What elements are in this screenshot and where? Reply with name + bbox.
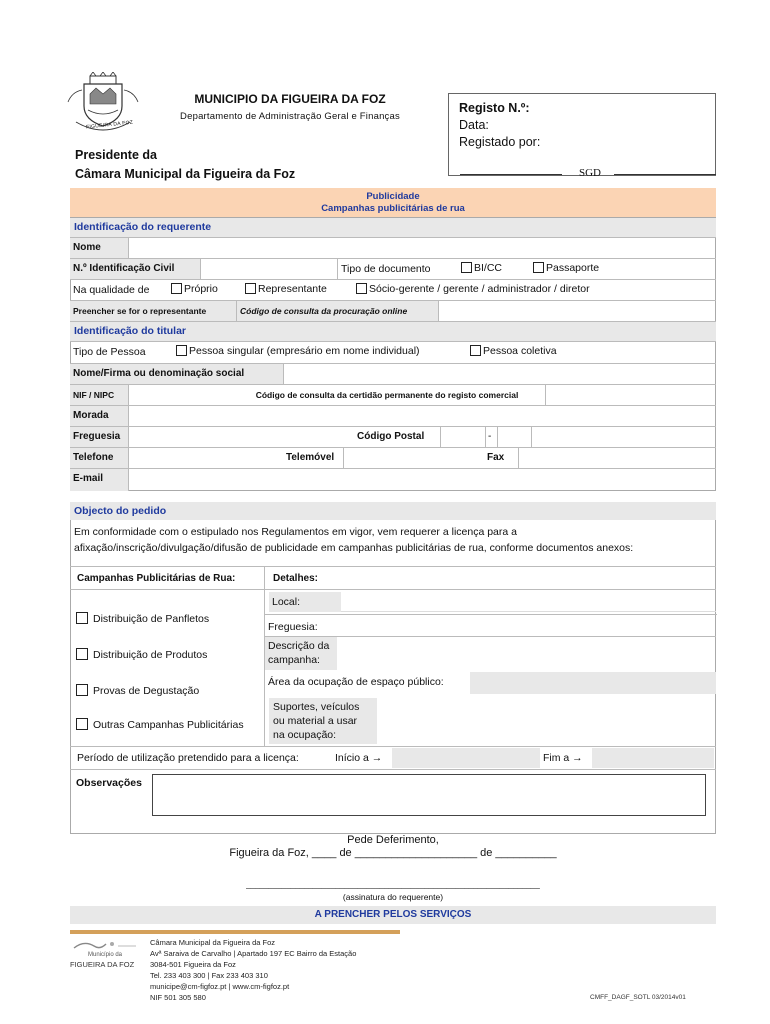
form-banner — [70, 188, 716, 218]
email-label: E-mail — [70, 469, 128, 491]
observacoes-textarea[interactable] — [152, 774, 706, 816]
area-label: Área da ocupação de espaço público: — [268, 676, 444, 688]
objecto-text-line-1: Em conformidade com o estipulado nos Regulamentos em vigor, vem requerer a licença para a — [74, 526, 517, 538]
footer-accent-bar — [70, 930, 400, 934]
representante-checkbox[interactable] — [242, 280, 352, 300]
option-degustacao-label: Provas de Degustação — [93, 685, 200, 697]
objecto-text — [74, 524, 714, 556]
registado-label: Registado por: — [459, 135, 541, 149]
option-panfletos-label: Distribuição de Panfletos — [93, 613, 210, 625]
detalhes-grid — [264, 590, 716, 746]
nome-input[interactable] — [129, 238, 716, 258]
descricao-label-2: campanha: — [268, 654, 320, 666]
codigo-certidao-input[interactable] — [546, 385, 716, 405]
footer-logo — [70, 938, 140, 972]
freguesia-input[interactable] — [129, 427, 354, 447]
fim-label: Fim a → — [543, 752, 583, 764]
telefone-label: Telefone — [70, 448, 128, 468]
bi-cc-label: BI/CC — [474, 262, 503, 274]
footer-address-line: municipe@cm-figfoz.pt | www.cm-figfoz.pt — [150, 982, 290, 991]
detalhes-header: Detalhes: — [273, 573, 319, 584]
inicio-input[interactable] — [392, 748, 540, 768]
email-input[interactable] — [129, 469, 716, 491]
periodo-label: Período de utilização pretendido para a licença: — [77, 752, 299, 764]
codigo-procuracao-input[interactable] — [439, 301, 716, 321]
banner-subtitle: Campanhas publicitárias de rua — [321, 203, 465, 214]
pede-deferimento: Pede Deferimento, — [347, 834, 439, 846]
checkbox-icon — [461, 262, 472, 273]
pessoa-singular-label: Pessoa singular (empresário em nome individual) — [189, 345, 420, 357]
sgd-rule-right — [614, 174, 716, 175]
municipal-crest-logo — [66, 72, 140, 134]
option-produtos-label: Distribuição de Produtos — [93, 649, 208, 661]
banner-title: Publicidade — [366, 191, 420, 202]
fax-label: Fax — [487, 452, 505, 463]
pessoa-coletiva-label: Pessoa coletiva — [483, 345, 557, 357]
recipient-line-2: Câmara Municipal da Figueira da Foz — [75, 167, 296, 181]
observacoes-label: Observações — [76, 777, 142, 789]
registration-box — [448, 93, 716, 176]
objecto-text-line-2: afixação/inscrição/divulgação/difusão de publicidade em campanhas publicitárias de rua, conforme documentos anexos: — [74, 542, 634, 554]
bi-cc-checkbox[interactable] — [458, 259, 528, 279]
suportes-label-3: na ocupação: — [273, 729, 337, 741]
nome-label: Nome — [70, 238, 128, 258]
option-outras[interactable] — [76, 718, 244, 731]
freguesia-label: Freguesia — [70, 427, 128, 447]
sgd-label: SGD — [578, 167, 601, 179]
option-panfletos[interactable] — [76, 612, 209, 625]
recipient-line-1: Presidente da — [75, 148, 157, 162]
assinatura-label: (assinatura do requerente) — [342, 892, 444, 902]
local-data-line: Figueira da Foz, ____ de ____________________ de __________ — [229, 847, 557, 859]
row-email — [70, 469, 716, 491]
passaporte-label: Passaporte — [546, 262, 600, 274]
data-label: Data: — [459, 118, 489, 132]
periodo-row — [70, 746, 716, 770]
section-titular: Identificação do titular — [70, 322, 716, 342]
suportes-label-2: ou material a usar — [273, 715, 358, 727]
campanhas-header: Campanhas Publicitárias de Rua: — [77, 573, 236, 584]
row-id-civil — [70, 259, 716, 280]
suportes-input[interactable] — [377, 698, 716, 744]
pessoa-coletiva-checkbox[interactable] — [467, 342, 587, 363]
codigo-postal-ext-input[interactable] — [498, 427, 531, 447]
codigo-procuracao-label: Código de consulta da procuração online — [237, 301, 438, 321]
pessoa-singular-checkbox[interactable] — [173, 342, 463, 363]
socio-gerente-label: Sócio-gerente / gerente / administrador / diretor — [369, 283, 590, 295]
checkbox-icon — [245, 283, 256, 294]
checkbox-icon — [356, 283, 367, 294]
footer-address-line: Avª Saraiva de Carvalho | Apartado 197 EC Bairro da Estação — [150, 949, 357, 958]
option-produtos[interactable] — [76, 648, 207, 661]
local-input[interactable] — [341, 592, 716, 612]
row-qualidade — [70, 280, 716, 301]
telefone-input[interactable] — [129, 448, 283, 468]
telemovel-input[interactable] — [344, 448, 484, 468]
organization-name: MUNICIPIO DA FIGUEIRA DA FOZ — [194, 92, 386, 106]
footer-address-line: NIF 501 305 580 — [150, 993, 206, 1002]
section-objecto: Objecto do pedido — [70, 502, 716, 520]
codigo-postal-input[interactable] — [441, 427, 485, 447]
passaporte-checkbox[interactable] — [530, 259, 630, 279]
morada-input[interactable] — [129, 406, 716, 426]
fax-input[interactable] — [519, 448, 716, 468]
proprio-checkbox[interactable] — [168, 280, 240, 300]
telemovel-label: Telemóvel — [286, 452, 335, 463]
descricao-input[interactable] — [337, 636, 716, 670]
id-civil-label: N.º Identificação Civil — [70, 259, 200, 279]
footer-address — [150, 937, 356, 1003]
preencher-label: Preencher se for o representante — [70, 301, 236, 321]
checkbox-icon — [176, 345, 187, 356]
local-label: Local: — [269, 592, 341, 612]
row-telefone — [70, 448, 716, 469]
row-nome-firma — [70, 364, 716, 385]
descricao-label — [265, 636, 337, 670]
morada-label: Morada — [70, 406, 128, 426]
id-civil-input[interactable] — [201, 259, 337, 279]
nome-firma-label: Nome/Firma ou denominação social — [70, 364, 283, 384]
tipo-pessoa-label: Tipo de Pessoa — [73, 346, 146, 358]
row-freguesia — [70, 427, 716, 448]
area-input[interactable] — [470, 672, 716, 694]
suportes-label — [269, 698, 377, 744]
option-outras-label: Outras Campanhas Publicitárias — [93, 719, 244, 731]
checkbox-icon — [171, 283, 182, 294]
descricao-label-1: Descrição da — [268, 640, 330, 652]
footer-address-line: 3084-501 Figueira da Foz — [150, 960, 236, 969]
footer-address-line: Câmara Municipal da Figueira da Foz — [150, 938, 276, 947]
row-nif — [70, 385, 716, 406]
checkbox-icon — [76, 612, 88, 624]
footer-address-line: Tel. 233 403 300 | Fax 233 403 310 — [150, 971, 268, 980]
registo-label: Registo N.º: — [459, 101, 530, 115]
codigo-postal-label: Código Postal — [357, 431, 425, 442]
codigo-postal-dash: - — [488, 431, 492, 442]
campanhas-header-row — [70, 566, 716, 590]
representante-label: Representante — [258, 283, 327, 295]
socio-gerente-checkbox[interactable] — [353, 280, 653, 300]
codigo-certidao-label: Código de consulta da certidão permanente do registo comercial — [255, 390, 519, 400]
signature-line: __________________________________________________________________ — [246, 880, 540, 889]
footer-logo-small: Município da — [88, 952, 123, 958]
form-code: CMFF_DAGF_SOTL 03/2014v01 — [590, 994, 686, 1001]
checkbox-icon — [76, 684, 88, 696]
section-requerente: Identificação do requerente — [70, 218, 716, 238]
checkbox-icon — [533, 262, 544, 273]
sgd-rule-left — [460, 174, 562, 175]
suportes-label-1: Suportes, veículos — [273, 701, 360, 713]
row-tipo-pessoa — [70, 342, 716, 364]
proprio-label: Próprio — [184, 283, 218, 295]
checkbox-icon — [470, 345, 481, 356]
qualidade-label: Na qualidade de — [73, 284, 150, 296]
nif-input[interactable] — [129, 385, 229, 405]
nif-label: NIF / NIPC — [70, 385, 128, 405]
row-representante — [70, 301, 716, 322]
localidade-input[interactable] — [532, 427, 716, 447]
tipo-documento-label: Tipo de documento — [341, 263, 431, 275]
checkbox-icon — [76, 648, 88, 660]
inicio-label: Início a → — [335, 752, 383, 764]
nome-firma-input[interactable] — [284, 364, 716, 384]
option-degustacao[interactable] — [76, 684, 199, 697]
row-morada — [70, 406, 716, 427]
checkbox-icon — [76, 718, 88, 730]
row-nome — [70, 238, 716, 259]
servicos-band: A PRENCHER PELOS SERVIÇOS — [70, 906, 716, 924]
freguesia-detalhe-label: Freguesia: — [265, 614, 717, 636]
department-name: Departamento de Administração Geral e Finanças — [180, 111, 400, 122]
footer-logo-big: FIGUEIRA DA FOZ — [70, 960, 135, 969]
fim-input[interactable] — [592, 748, 714, 768]
crest-ribbon-text: FIGUEIRA DA FOZ — [85, 119, 134, 131]
